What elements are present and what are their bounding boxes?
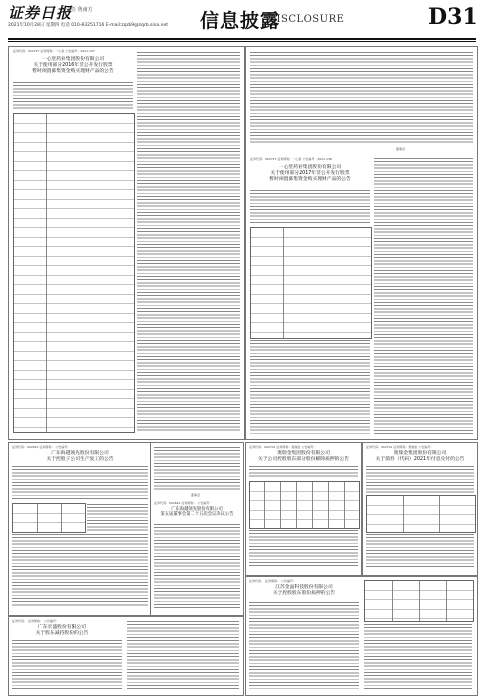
- notice-body-text: [12, 639, 122, 691]
- notice-body-text: [366, 533, 474, 569]
- notice-block-4: [150, 442, 244, 616]
- notice-code: 证券代码： 证券简称： 公告编号：: [249, 579, 296, 583]
- pledge-table: [364, 580, 474, 622]
- notice-title: 一心堂药业集团股份有限公司 关于使用部分2017年非公开发行股票 暂时闲置募集资金购买理财产品的公告: [269, 165, 351, 182]
- notice-body-text: [250, 51, 473, 145]
- newspaper-logo: 证券日报: [8, 4, 73, 22]
- notice-body-text: [87, 503, 148, 531]
- notice-body-text: [13, 81, 133, 111]
- notice-body-text: [249, 601, 359, 689]
- masthead-rule-thin: [8, 41, 476, 42]
- section-title-english: DISCLOSURE: [268, 14, 345, 25]
- notice-code: 证券代码：002641 证券简称： 公告编号：: [12, 445, 71, 449]
- product-table: [13, 113, 135, 433]
- notice-body-text: [127, 620, 239, 691]
- notice-block-8: [245, 576, 478, 696]
- masthead-rule: [8, 38, 476, 40]
- pledge-table: [249, 481, 360, 529]
- notice-body-text: [374, 157, 473, 435]
- notice-body-text: [12, 465, 148, 501]
- notice-title: 广东宏盛股份有限公司 关于股东减持股份的公告: [35, 625, 89, 636]
- notice-signature: 董事会: [396, 147, 406, 151]
- notice-block-5: [8, 616, 244, 696]
- notice-code: 证券代码：002727 证券简称：一心堂 公告编号：2021-137: [13, 49, 95, 53]
- notice-block-1: [8, 46, 245, 440]
- data-table: [12, 503, 86, 533]
- notice-code: 证券代码：002701 证券简称：奥瑞金 公告编号：: [249, 445, 317, 449]
- notice-body-text: [12, 533, 148, 607]
- notice-body-text: [366, 465, 474, 493]
- notice-body-text: [249, 465, 358, 479]
- notice-code: 证券代码：002641 证券简称： 公告编号：: [154, 501, 213, 505]
- notice-code: 证券代码：002701 证券简称：奥瑞金 公告编号：: [366, 445, 434, 449]
- notice-block-2: [245, 46, 478, 440]
- notice-block-6: [245, 442, 362, 576]
- notice-body-text: [364, 623, 472, 689]
- product-table: [250, 227, 372, 339]
- notice-code: 证券代码：002727 证券简称：一心堂 公告编号：2021-138: [250, 157, 332, 161]
- notice-body-text: [137, 51, 240, 431]
- section-title: 信息披露: [200, 10, 281, 32]
- notice-title: 奥瑞金集团股份有限公司 关于公司控股股东部分股份解除质押的公告: [257, 451, 350, 462]
- notice-title: 广东海越领先股份有限公司 关于控股子公司生产复工的公告: [46, 451, 114, 462]
- editor-line: 责任 鲁南方: [66, 7, 93, 13]
- notice-signature: 董事会: [191, 493, 201, 497]
- notice-title: 江苏金晶科技股份有限公司 关于控股股东股份质押的公告: [272, 585, 336, 596]
- page-number: D31: [428, 4, 478, 30]
- notice-title: 一心堂药业集团股份有限公司 关于使用部分2016年非公开发行股票 暂时闲置募集资金购买理财产品的公告: [32, 57, 114, 74]
- notice-title: 广东海越领先股份有限公司 第五届董事会第二十五次会议决议公告: [160, 507, 234, 518]
- notice-block-7: [362, 442, 478, 576]
- dateline: 2021年10月28日 星期四 电话 010-83251716 E-mail:zqrb9@zqrb.sina.net: [8, 23, 169, 28]
- notice-body-text: [154, 523, 240, 609]
- masthead: [0, 0, 484, 40]
- notice-block-3: [8, 442, 152, 616]
- notice-body-text: [249, 529, 358, 567]
- notice-body-text: [154, 446, 240, 490]
- notice-title: 奥瑞金集团股份有限公司 关于债券（代码）2021年付息兑付的公告: [375, 451, 465, 462]
- notice-body-text: [250, 189, 370, 225]
- notice-body-text: [250, 339, 370, 435]
- notice-code: 证券代码： 证券简称： 公告编号：: [12, 619, 59, 623]
- bond-table: [366, 495, 476, 533]
